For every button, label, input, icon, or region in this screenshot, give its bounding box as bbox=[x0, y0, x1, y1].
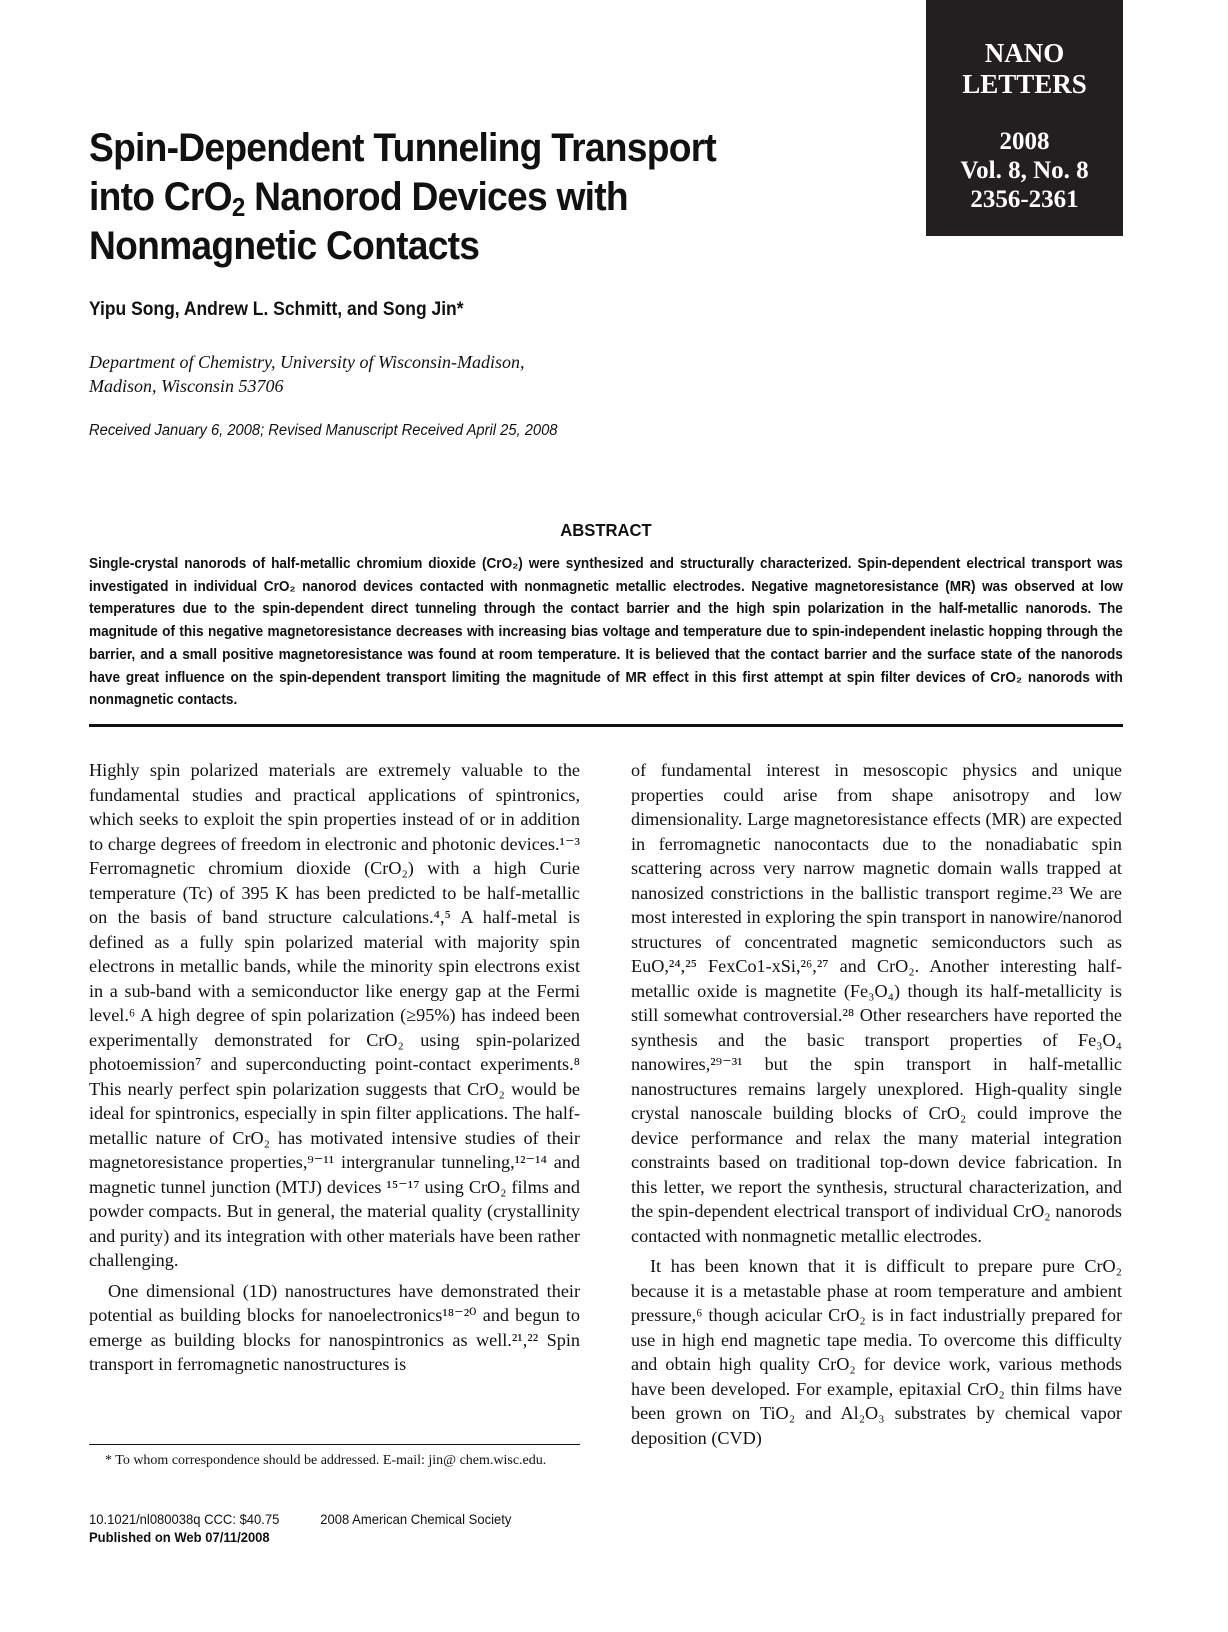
paragraph-synthesis: It has been known that it is difficult to prepare pure CrO₂ because it is a metastable phase at room temperature and ambient pressure,⁶ though acicular CrO₂ is in fact industrially prepared for use in high end magnetic tape media. To overcome this difficulty and obtain high quality CrO₂ for device work, various methods have been developed. For example, epitaxial CrO₂ thin films have been grown on TiO₂ and Al₂O₃ substrates by chemical vapor deposition (CVD) bbox=[631, 1256, 1122, 1448]
abstract-text: Single-crystal nanorods of half-metallic chromium dioxide (CrO₂) were synthesized and structurally characterized. Spin-dependent electrical transport was investigated in individual CrO₂ nanorod devices contacted with nonmagnetic metallic electrodes. Negative magnetoresistance (MR) was observed at low temperatures due to the spin-dependent direct tunneling through the contact barrier and the high spin polarization in the half-metallic nanorods. The magnitude of this negative magnetoresistance decreases with increasing bias voltage and temperature due to spin-independent inelastic hopping through the barrier, and a small positive magnetoresistance was found at room temperature. It is believed that the contact barrier and the surface state of the nanorods have great influence on the spin-dependent transport limiting the magnitude of MR effect in this first attempt at spin filter devices of CrO₂ nanorods with nonmagnetic contacts. bbox=[89, 556, 1123, 709]
copyright: 2008 American Chemical Society bbox=[320, 1511, 512, 1527]
abstract-heading: ABSTRACT bbox=[560, 520, 652, 540]
article-title bbox=[89, 124, 814, 271]
title-line2-sub: 2 bbox=[231, 192, 245, 222]
paragraph-intro: Highly spin polarized materials are extremely valuable to the fundamental studies and practical applications of spintronics, which seeks to exploit the spin properties instead of or in addition to charge degrees of freedom in electronic and photonic devices.¹⁻³ Ferromagnetic chromium dioxide (CrO₂) with a high Curie temperature (Tc) of 395 K has been predicted to be half-metallic on the basis of band structure calculations.⁴,⁵ A half-metal is defined as a fully spin polarized material with majority spin electrons in metallic bands, while the minority spin electrons exist in a sub-band with a semiconductor like energy gap at the Fermi level.⁶ A high degree of spin polarization (≥95%) has indeed been experimentally demonstrated for CrO₂ using spin-polarized photoemission⁷ and superconducting point-contact experiments.⁸ This nearly perfect spin polarization suggests that CrO₂ would be ideal for spintronics, especially in spin filter applications. The half-metallic nature of CrO₂ has motivated intensive studies of their magnetoresistance properties,⁹⁻¹¹ intergranular tunneling,¹²⁻¹⁴ and magnetic tunnel junction (MTJ) devices ¹⁵⁻¹⁷ using CrO₂ films and powder compacts. But in general, the material quality (crystallinity and purity) and its integration with other materials have been rather challenging. bbox=[89, 760, 580, 1270]
affiliation-line1: Department of Chemistry, University of Wisconsin-Madison, bbox=[89, 352, 525, 372]
received-dates: Received January 6, 2008; Revised Manuscript Received April 25, 2008 bbox=[89, 422, 558, 439]
journal-badge bbox=[926, 0, 1123, 236]
correspondence-footnote: * To whom correspondence should be addressed. E-mail: jin@ chem.wisc.edu. bbox=[105, 1453, 547, 1468]
title-line1: Spin-Dependent Tunneling Transport bbox=[89, 126, 717, 170]
paragraph-1d-nanostructures: One dimensional (1D) nanostructures have demonstrated their potential as building blocks for nanoelectronics¹⁸⁻²⁰ and begun to emerge as building blocks for nanospintronics as well.²¹,²² Spin transport in ferromagnetic nanostructures is bbox=[89, 1280, 580, 1374]
title-line3: Nonmagnetic Contacts bbox=[89, 224, 480, 268]
journal-year: 2008 bbox=[999, 128, 1050, 155]
section-divider bbox=[89, 724, 1123, 727]
doi: 10.1021/nl080038q CCC: $40.75 bbox=[89, 1511, 280, 1527]
published-date: Published on Web 07/11/2008 bbox=[89, 1529, 270, 1545]
authors: Yipu Song, Andrew L. Schmitt, and Song Jin* bbox=[89, 299, 464, 320]
journal-name-line2: LETTERS bbox=[962, 69, 1087, 99]
page-footer bbox=[89, 1510, 511, 1546]
body-left-column bbox=[89, 758, 580, 1383]
affiliation bbox=[89, 350, 629, 398]
title-line2-pre: into CrO bbox=[89, 175, 232, 219]
footnote-divider bbox=[89, 1444, 580, 1445]
affiliation-line2: Madison, Wisconsin 53706 bbox=[89, 376, 284, 396]
paragraph-continued: of fundamental interest in mesoscopic physics and unique properties could arise from shape anisotropy and low dimensionality. Large magnetoresistance effects (MR) are expected in ferromagnetic nanocontacts due to the nonadiabatic spin scattering across very narrow magnetic domain walls trapped at nanosized constrictions in the ballistic transport regime.²³ We are most interested in exploring the spin transport in nanowire/nanorod structures of concentrated magnetic semiconductors such as EuO,²⁴,²⁵ FexCo1-xSi,²⁶,²⁷ and CrO₂. Another interesting half-metallic oxide is magnetite (Fe₃O₄) though its half-metallicity is still somewhat controversial.²⁸ Other researchers have reported the synthesis and the basic transport properties of Fe₃O₄ nanowires,²⁹⁻³¹ but the spin transport in half-metallic nanostructures remains largely unexplored. High-quality single crystal nanoscale building blocks of CrO₂ could improve the device performance and relax the many material integration constraints based on traditional top-down device fabrication. In this letter, we report the synthesis, structural characterization, and the spin-dependent electrical transport of individual CrO₂ nanorods contacted with nonmagnetic metallic electrodes. bbox=[631, 760, 1122, 1246]
body-right-column bbox=[631, 758, 1122, 1456]
journal-name-line1: NANO bbox=[984, 38, 1065, 68]
journal-pages: 2356-2361 bbox=[970, 186, 1079, 213]
title-line2-post: Nanorod Devices with bbox=[244, 175, 628, 219]
journal-volume: Vol. 8, No. 8 bbox=[960, 157, 1089, 184]
